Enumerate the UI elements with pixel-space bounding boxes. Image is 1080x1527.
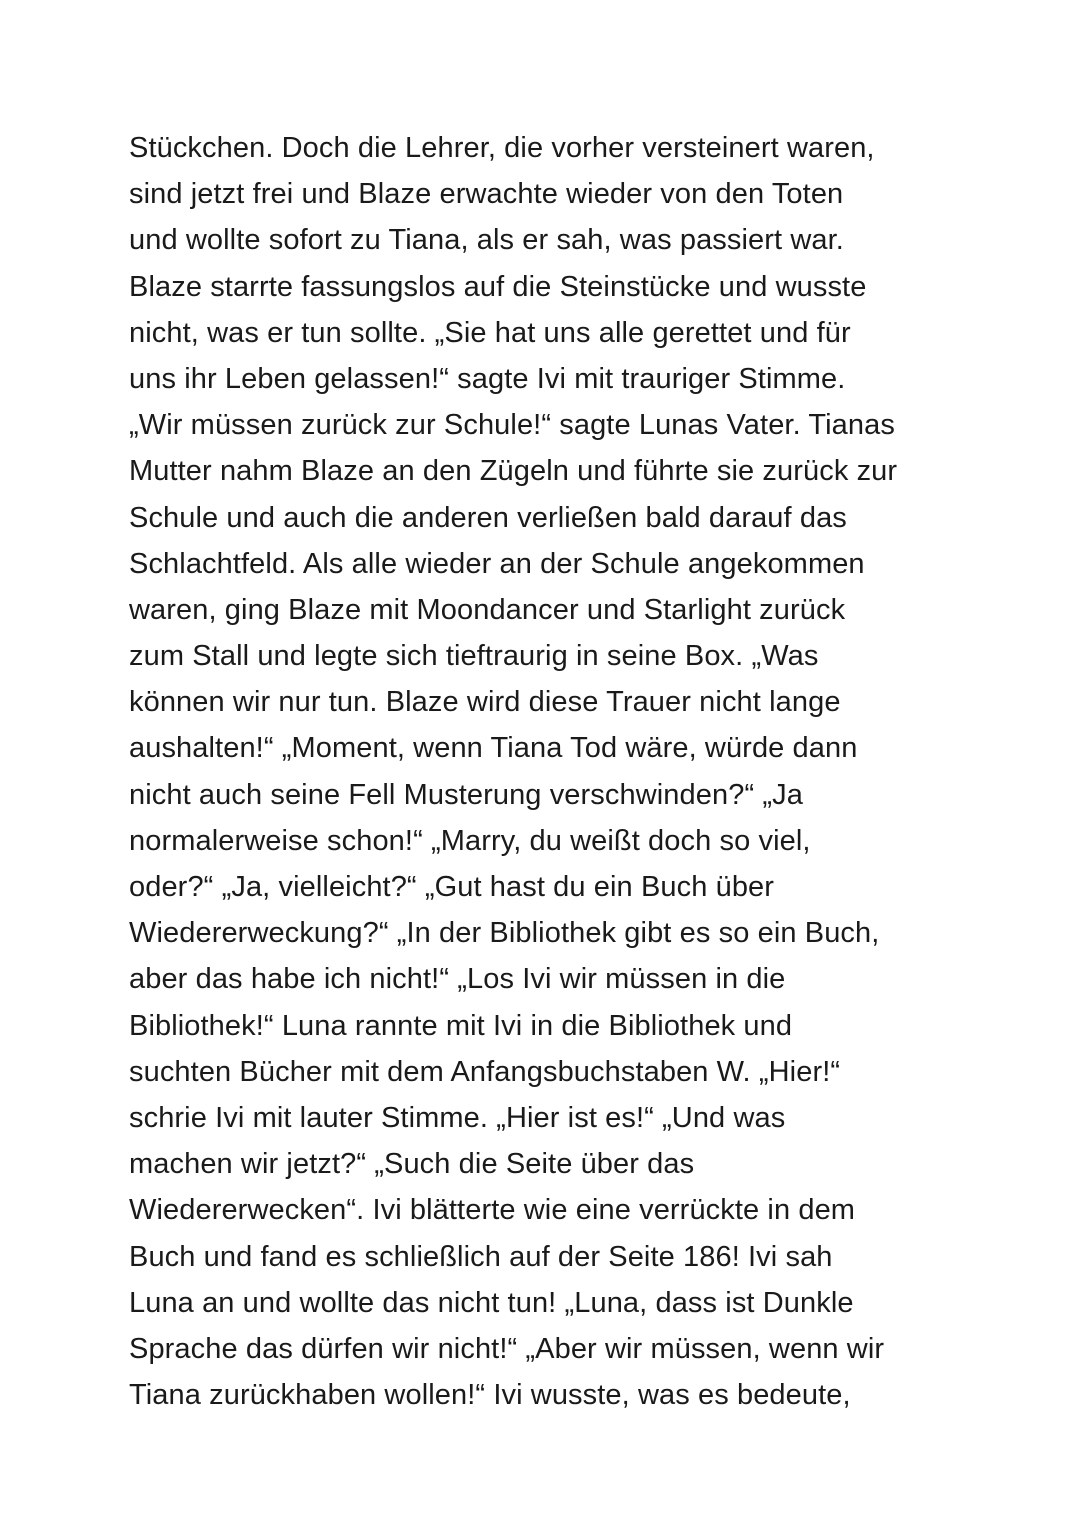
text-line: Tiana zurückhaben wollen!“ Ivi wusste, was es bedeute, (129, 1379, 851, 1412)
text-line: machen wir jetzt?“ „Such die Seite über das (129, 1148, 695, 1181)
text-line: Stückchen. Doch die Lehrer, die vorher versteinert waren, (129, 132, 875, 164)
text-line: „Wir müssen zurück zur Schule!“ sagte Lunas Vater. Tianas (129, 409, 895, 442)
text-line: Luna an und wollte das nicht tun! „Luna, dass ist Dunkle (129, 1286, 854, 1319)
text-line: aber das habe ich nicht!“ „Los Ivi wir müssen in die (129, 963, 786, 996)
text-line: suchten Bücher mit dem Anfangsbuchstaben W. „Hier!“ (129, 1055, 841, 1088)
text-line: Bibliothek!“ Luna rannte mit Ivi in die Bibliothek und (129, 1009, 793, 1042)
text-line: können wir nur tun. Blaze wird diese Trauer nicht lange (129, 686, 841, 719)
text-line: schrie Ivi mit lauter Stimme. „Hier ist es!“ „Und was (129, 1101, 786, 1134)
text-line: Blaze starrte fassungslos auf die Steinstücke und wusste (129, 270, 867, 303)
text-line: zum Stall und legte sich tieftraurig in seine Box. „Was (129, 640, 819, 673)
text-line: oder?“ „Ja, vielleicht?“ „Gut hast du ein Buch über (129, 871, 775, 903)
text-line: nicht auch seine Fell Musterung verschwinden?“ „Ja (129, 778, 803, 811)
text-line: und wollte sofort zu Tiana, als er sah, was passiert war. (129, 224, 844, 257)
text-line: Sprache das dürfen wir nicht!“ „Aber wir müssen, wenn wir (129, 1332, 885, 1365)
text-line: nicht, was er tun sollte. „Sie hat uns alle gerettet und für (129, 316, 851, 349)
text-line: Schlachtfeld. Als alle wieder an der Schule angekommen (129, 547, 865, 580)
text-line: normalerweise schon!“ „Marry, du weißt doch so viel, (129, 824, 811, 857)
text-line: waren, ging Blaze mit Moondancer und Starlight zurück (129, 593, 846, 626)
text-line: Schule und auch die anderen verließen bald darauf das (129, 501, 847, 534)
text-line: uns ihr Leben gelassen!“ sagte Ivi mit trauriger Stimme. (129, 362, 846, 395)
text-line: sind jetzt frei und Blaze erwachte wieder von den Toten (129, 178, 844, 211)
body-text (129, 125, 969, 1418)
text-line: Wiedererwecken“. Ivi blätterte wie eine verrückte in dem (129, 1194, 856, 1227)
text-line: Buch und fand es schließlich auf der Seite 186! Ivi sah (129, 1240, 833, 1273)
text-line: aushalten!“ „Moment, wenn Tiana Tod wäre, würde dann (129, 732, 858, 765)
text-line: Wiedererweckung?“ „In der Bibliothek gibt es so ein Buch, (129, 917, 880, 950)
text-line: Mutter nahm Blaze an den Zügeln und führte sie zurück zur (129, 455, 898, 488)
